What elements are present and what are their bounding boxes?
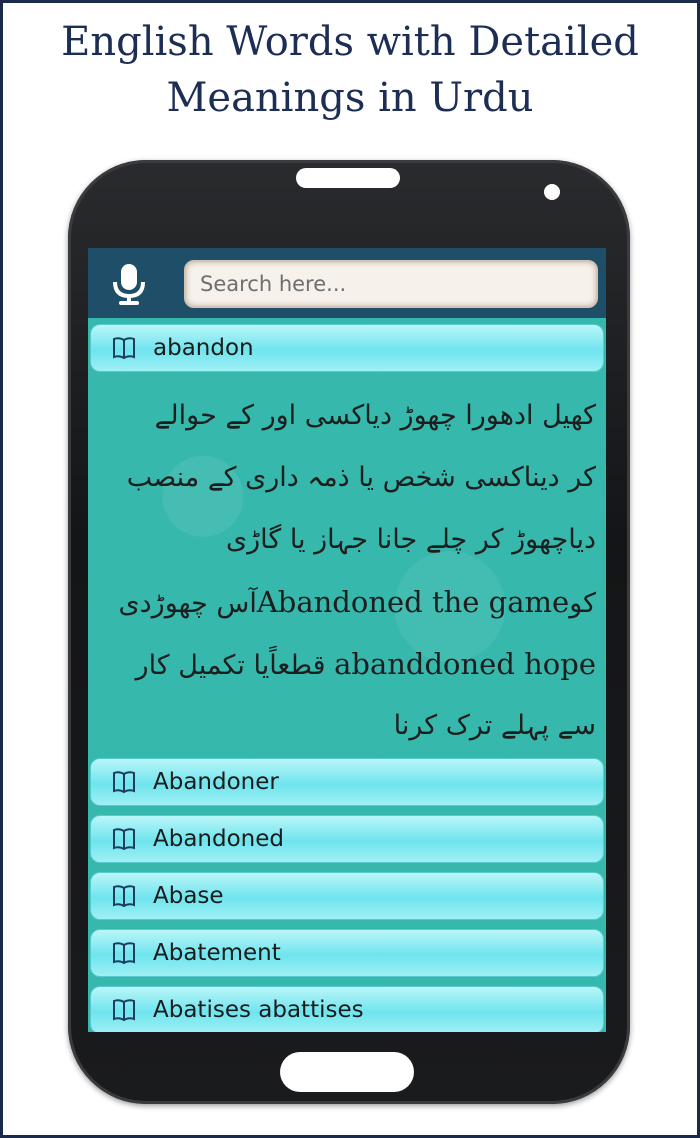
search-input[interactable]	[184, 260, 598, 308]
meaning-line: دیاچھوڑ کر چلے جانا جہاز یا گاڑی	[225, 524, 596, 555]
list-item[interactable]	[90, 758, 604, 806]
meaning-text: کو	[569, 588, 596, 619]
meaning-line: سے پہلے ترک کرنا	[393, 710, 596, 741]
book-icon	[111, 883, 137, 909]
meaning-example: abanddoned hope	[334, 647, 596, 681]
book-icon	[111, 769, 137, 795]
headline-line-1: English Words with Detailed	[61, 19, 639, 65]
word-label: Abatises abattises	[153, 997, 364, 1023]
word-label: Abandoned	[153, 826, 285, 852]
app-screen	[88, 248, 606, 1032]
headline-line-2: Meanings in Urdu	[166, 75, 534, 121]
search-toolbar	[88, 248, 606, 318]
list-item[interactable]	[90, 872, 604, 920]
promo-headline	[0, 14, 700, 126]
word-label: Abatement	[153, 940, 281, 966]
list-item[interactable]	[90, 815, 604, 863]
phone-home-button[interactable]	[280, 1052, 414, 1092]
list-item[interactable]	[90, 986, 604, 1032]
meaning-line	[106, 634, 596, 694]
word-label: Abase	[153, 883, 224, 909]
book-icon	[111, 335, 137, 361]
microphone-icon[interactable]	[104, 260, 154, 308]
phone-camera	[544, 184, 560, 200]
phone-speaker	[296, 168, 400, 188]
book-icon	[111, 826, 137, 852]
meaning-text: قطعاًیا تکمیل کار	[135, 650, 335, 681]
meaning-line: کھیل ادھورا چھوڑ دیاکسی اور کے حوالے	[154, 400, 596, 431]
meaning-panel	[104, 386, 598, 754]
book-icon	[111, 997, 137, 1023]
meaning-text: آس چھوڑدی	[118, 588, 257, 619]
word-label: Abandoner	[153, 769, 279, 795]
list-item-selected[interactable]	[90, 324, 604, 372]
meaning-line	[106, 572, 596, 632]
meaning-line: کر دیناکسی شخص یا ذمہ داری کے منصب	[126, 462, 596, 493]
book-icon	[111, 940, 137, 966]
word-label: abandon	[153, 335, 254, 361]
list-item[interactable]	[90, 929, 604, 977]
meaning-example: Abandoned the game	[256, 585, 570, 619]
